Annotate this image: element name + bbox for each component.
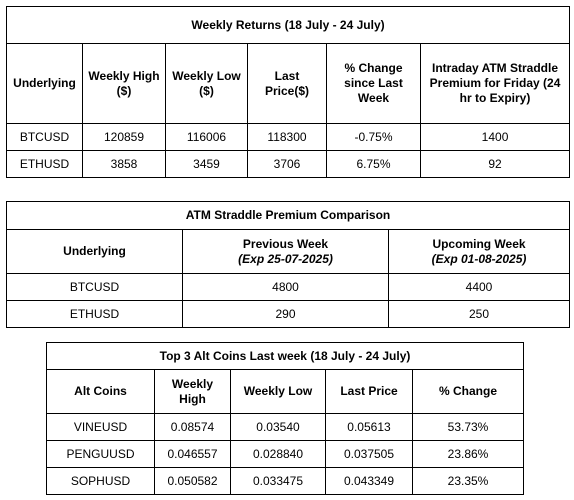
upcoming-week-expiry: (Exp 01-08-2025) [431,251,527,266]
header-straddle-premium: Intraday ATM Straddle Premium for Friday (24 hr to Expiry) [421,44,570,124]
upcoming-week-label: Upcoming Week [432,236,526,251]
header-previous-week [183,230,389,274]
weekly-returns-title: Weekly Returns (18 July - 24 July) [7,7,570,44]
cell-weekly-low: 3459 [166,151,248,178]
header-underlying: Underlying [7,44,83,124]
cell-underlying: ETHUSD [7,301,183,328]
cell-previous-week: 4800 [183,274,389,301]
cell-underlying: BTCUSD [7,274,183,301]
cell-weekly-high: 3858 [83,151,166,178]
table-row [7,274,570,301]
header-weekly-high: Weekly High [155,370,231,414]
cell-alt-coin: PENGUUSD [47,441,155,468]
cell-weekly-high: 120859 [83,124,166,151]
header-last-price: Last Price [326,370,413,414]
table-row [7,124,570,151]
cell-change: 23.86% [413,441,524,468]
cell-weekly-low: 0.033475 [231,468,326,495]
cell-upcoming-week: 250 [389,301,570,328]
cell-previous-week: 290 [183,301,389,328]
cell-last-price: 3706 [248,151,327,178]
header-weekly-high: Weekly High ($) [83,44,166,124]
cell-last-price: 0.043349 [326,468,413,495]
header-upcoming-week [389,230,570,274]
cell-weekly-high: 0.046557 [155,441,231,468]
table-row [7,301,570,328]
cell-straddle-premium: 92 [421,151,570,178]
cell-alt-coin: VINEUSD [47,414,155,441]
cell-change: 53.73% [413,414,524,441]
top-alt-coins-table [46,342,524,495]
cell-underlying: ETHUSD [7,151,83,178]
cell-last-price: 0.037505 [326,441,413,468]
cell-weekly-high: 0.08574 [155,414,231,441]
header-change: % Change [413,370,524,414]
straddle-comparison-table [6,201,570,328]
cell-alt-coin: SOPHUSD [47,468,155,495]
cell-weekly-low: 0.03540 [231,414,326,441]
cell-straddle-premium: 1400 [421,124,570,151]
cell-weekly-low: 0.028840 [231,441,326,468]
cell-last-price: 0.05613 [326,414,413,441]
header-alt-coins: Alt Coins [47,370,155,414]
header-last-price: Last Price($) [248,44,327,124]
header-weekly-low: Weekly Low ($) [166,44,248,124]
cell-weekly-high: 0.050582 [155,468,231,495]
weekly-returns-table [6,6,570,178]
cell-last-price: 118300 [248,124,327,151]
cell-change: 6.75% [327,151,421,178]
previous-week-label: Previous Week [242,236,329,251]
table-row [7,151,570,178]
cell-upcoming-week: 4400 [389,274,570,301]
cell-change: -0.75% [327,124,421,151]
cell-underlying: BTCUSD [7,124,83,151]
header-underlying: Underlying [7,230,183,274]
previous-week-expiry: (Exp 25-07-2025) [238,251,333,266]
table-row [47,441,524,468]
cell-weekly-low: 116006 [166,124,248,151]
table-row [47,414,524,441]
top-alt-coins-title: Top 3 Alt Coins Last week (18 July - 24 July) [47,343,524,370]
header-change: % Change since Last Week [327,44,421,124]
table-row [47,468,524,495]
straddle-comparison-title: ATM Straddle Premium Comparison [7,202,570,230]
header-weekly-low: Weekly Low [231,370,326,414]
cell-change: 23.35% [413,468,524,495]
